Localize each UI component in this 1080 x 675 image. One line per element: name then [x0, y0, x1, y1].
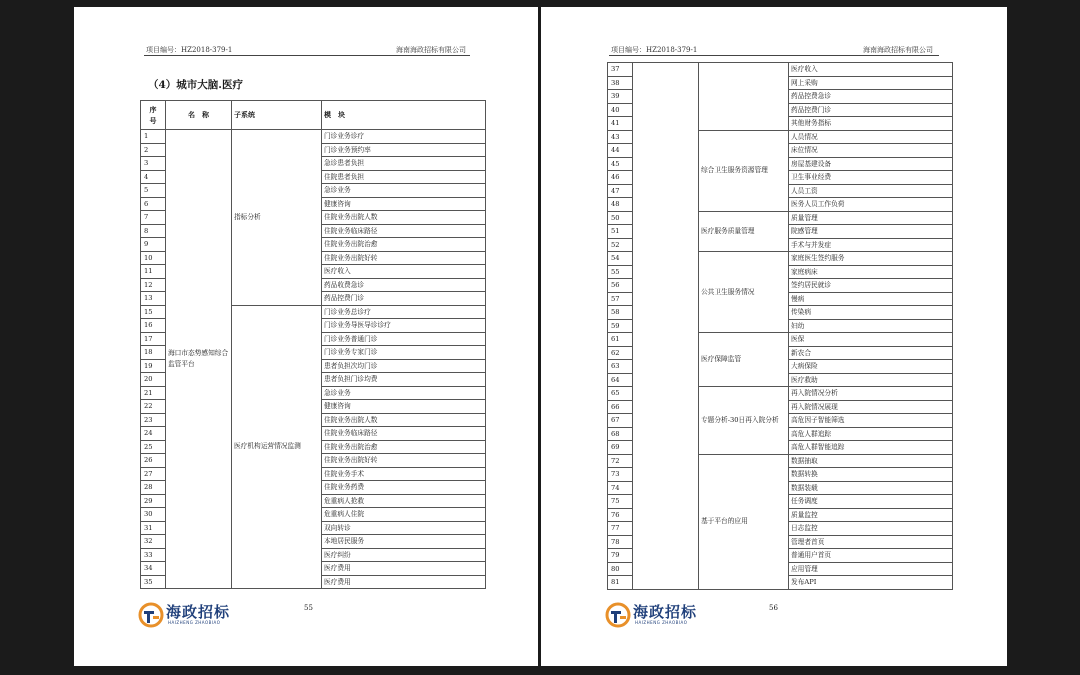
row-number: 68 — [608, 427, 633, 441]
module-name: 数据装载 — [789, 481, 953, 495]
row-number: 9 — [141, 238, 166, 252]
row-number: 78 — [608, 535, 633, 549]
module-name: 门诊业务预约率 — [322, 143, 486, 157]
header-company: 海南海政招标有限公司 — [863, 46, 933, 54]
row-number: 3 — [141, 157, 166, 171]
module-name: 高危人群智能追踪 — [789, 441, 953, 455]
module-name: 门诊业务总诊疗 — [322, 305, 486, 319]
row-number: 38 — [608, 76, 633, 90]
module-name: 住院业务出院治愈 — [322, 440, 486, 454]
module-name: 门诊业务专家门诊 — [322, 346, 486, 360]
subsystem-name: 医疗服务质量管理 — [699, 211, 789, 252]
module-name: 房屋基建设备 — [789, 157, 953, 171]
module-name: 住院业务出院好转 — [322, 251, 486, 265]
header-company: 海南海政招标有限公司 — [396, 46, 466, 54]
row-number: 77 — [608, 522, 633, 536]
module-name: 医保 — [789, 333, 953, 347]
row-number: 41 — [608, 117, 633, 131]
module-name: 药品控费门诊 — [789, 103, 953, 117]
row-number: 79 — [608, 549, 633, 563]
row-number: 73 — [608, 468, 633, 482]
row-number: 58 — [608, 306, 633, 320]
module-name: 院感管理 — [789, 225, 953, 239]
logo-mark-icon — [605, 602, 631, 628]
row-number: 51 — [608, 225, 633, 239]
row-number: 52 — [608, 238, 633, 252]
module-name: 家庭病床 — [789, 265, 953, 279]
row-number: 25 — [141, 440, 166, 454]
row-number: 19 — [141, 359, 166, 373]
row-number: 24 — [141, 427, 166, 441]
row-number: 33 — [141, 548, 166, 562]
module-name: 药品控费急诊 — [789, 90, 953, 104]
header-seq: 序 号 — [141, 101, 166, 130]
row-number: 39 — [608, 90, 633, 104]
company-logo — [605, 600, 725, 632]
row-number: 59 — [608, 319, 633, 333]
document-page-right — [541, 7, 1007, 666]
module-name: 日志监控 — [789, 522, 953, 536]
row-number: 81 — [608, 576, 633, 590]
subsystem-name: 专题分析-30日再入院分析 — [699, 387, 789, 455]
subsystem-name: 综合卫生服务资源管理 — [699, 130, 789, 211]
row-number: 64 — [608, 373, 633, 387]
section-title: （4）城市大脑.医疗 — [148, 79, 243, 91]
row-number: 21 — [141, 386, 166, 400]
subsystem-name: 医疗保障监管 — [699, 333, 789, 387]
module-name: 卫生事业经费 — [789, 171, 953, 185]
row-number: 30 — [141, 508, 166, 522]
module-name: 住院业务临床路径 — [322, 427, 486, 441]
module-name: 质量管理 — [789, 211, 953, 225]
row-number: 54 — [608, 252, 633, 266]
module-name: 人员工资 — [789, 184, 953, 198]
row-number: 62 — [608, 346, 633, 360]
module-name: 药品控费门诊 — [322, 292, 486, 306]
table-header-row — [141, 101, 486, 130]
module-name: 管理者首页 — [789, 535, 953, 549]
row-number: 37 — [608, 63, 633, 77]
row-number: 31 — [141, 521, 166, 535]
module-name: 危重病人抢救 — [322, 494, 486, 508]
module-name: 急诊业务 — [322, 386, 486, 400]
row-number: 72 — [608, 454, 633, 468]
module-table-continued — [607, 62, 953, 590]
module-name: 数据抽取 — [789, 454, 953, 468]
module-name: 医疗救助 — [789, 373, 953, 387]
module-name: 高危人群追踪 — [789, 427, 953, 441]
subsystem-name: 公共卫生服务情况 — [699, 252, 789, 333]
module-name: 双向转诊 — [322, 521, 486, 535]
table-row — [608, 63, 953, 77]
module-name: 门诊业务导医导诊诊疗 — [322, 319, 486, 333]
module-name: 医疗收入 — [789, 63, 953, 77]
module-name: 急诊患者负担 — [322, 157, 486, 171]
module-name: 本地居民服务 — [322, 535, 486, 549]
module-name: 药品收费急诊 — [322, 278, 486, 292]
row-number: 44 — [608, 144, 633, 158]
module-name: 再入院情况展现 — [789, 400, 953, 414]
row-number: 28 — [141, 481, 166, 495]
row-number: 74 — [608, 481, 633, 495]
row-number: 1 — [141, 130, 166, 144]
subsystem-name: 医疗机构运营情况监测 — [232, 305, 322, 589]
row-number: 55 — [608, 265, 633, 279]
row-number: 23 — [141, 413, 166, 427]
subsystem-name: 基于平台的应用 — [699, 454, 789, 589]
row-number: 43 — [608, 130, 633, 144]
logo-subtext: HAIZHENG ZHAOBIAO — [635, 620, 688, 625]
row-number: 66 — [608, 400, 633, 414]
module-name: 危重病人住院 — [322, 508, 486, 522]
module-name: 门诊业务普通门诊 — [322, 332, 486, 346]
module-name: 医务人员工作负荷 — [789, 198, 953, 212]
logo-text: 海政招标 — [633, 603, 698, 621]
module-name: 门诊业务诊疗 — [322, 130, 486, 144]
module-name: 再入院情况分析 — [789, 387, 953, 401]
subsystem-name — [699, 63, 789, 131]
row-number: 15 — [141, 305, 166, 319]
module-name: 医疗费用 — [322, 562, 486, 576]
row-number: 4 — [141, 170, 166, 184]
row-number: 2 — [141, 143, 166, 157]
row-number: 61 — [608, 333, 633, 347]
module-name: 患者负担门诊均费 — [322, 373, 486, 387]
module-name: 其他财务指标 — [789, 117, 953, 131]
module-name: 住院业务临床路径 — [322, 224, 486, 238]
module-name: 发布API — [789, 576, 953, 590]
module-table — [140, 100, 486, 589]
module-name: 数据转换 — [789, 468, 953, 482]
row-number: 16 — [141, 319, 166, 333]
module-name: 新农合 — [789, 346, 953, 360]
module-name: 签约居民就诊 — [789, 279, 953, 293]
row-number: 80 — [608, 562, 633, 576]
row-number: 63 — [608, 360, 633, 374]
row-number: 47 — [608, 184, 633, 198]
row-number: 22 — [141, 400, 166, 414]
header-project-number: 项目编号：HZ2018-379-1 — [146, 46, 233, 54]
module-name: 家庭医生签约服务 — [789, 252, 953, 266]
module-name: 床位情况 — [789, 144, 953, 158]
row-number: 75 — [608, 495, 633, 509]
row-number: 56 — [608, 279, 633, 293]
header-project-number: 项目编号：HZ2018-379-1 — [611, 46, 698, 54]
row-number: 12 — [141, 278, 166, 292]
row-number: 69 — [608, 441, 633, 455]
module-name: 住院业务出院治愈 — [322, 238, 486, 252]
header-divider — [144, 55, 470, 56]
module-name: 慢病 — [789, 292, 953, 306]
module-name: 患者负担次均门诊 — [322, 359, 486, 373]
row-number: 17 — [141, 332, 166, 346]
module-name: 任务调度 — [789, 495, 953, 509]
row-number: 11 — [141, 265, 166, 279]
logo-subtext: HAIZHENG ZHAOBIAO — [168, 620, 221, 625]
header-name: 名 称 — [166, 101, 232, 130]
module-name: 健康咨询 — [322, 400, 486, 414]
module-name: 住院业务出院人数 — [322, 413, 486, 427]
module-name: 人员情况 — [789, 130, 953, 144]
page-number: 56 — [769, 604, 778, 612]
header-module: 模 块 — [322, 101, 486, 130]
row-number: 27 — [141, 467, 166, 481]
module-name: 住院业务出院人数 — [322, 211, 486, 225]
module-name: 妇幼 — [789, 319, 953, 333]
platform-name: 海口市态势感知综合监管平台 — [166, 130, 232, 589]
row-number: 20 — [141, 373, 166, 387]
row-number: 6 — [141, 197, 166, 211]
row-number: 34 — [141, 562, 166, 576]
module-name: 住院患者负担 — [322, 170, 486, 184]
document-page-left — [74, 7, 538, 666]
logo-text: 海政招标 — [166, 603, 231, 621]
row-number: 32 — [141, 535, 166, 549]
row-number: 5 — [141, 184, 166, 198]
row-number: 57 — [608, 292, 633, 306]
row-number: 50 — [608, 211, 633, 225]
module-name: 医疗纠纷 — [322, 548, 486, 562]
module-name: 医疗收入 — [322, 265, 486, 279]
subsystem-name: 指标分析 — [232, 130, 322, 306]
row-number: 8 — [141, 224, 166, 238]
module-name: 网上采购 — [789, 76, 953, 90]
header-subsystem: 子系统 — [232, 101, 322, 130]
row-number: 67 — [608, 414, 633, 428]
row-number: 76 — [608, 508, 633, 522]
row-number: 46 — [608, 171, 633, 185]
module-name: 医疗费用 — [322, 575, 486, 589]
row-number: 29 — [141, 494, 166, 508]
row-number: 40 — [608, 103, 633, 117]
module-name: 高危因子智能筛选 — [789, 414, 953, 428]
company-logo — [138, 600, 258, 632]
module-name: 住院业务药费 — [322, 481, 486, 495]
page-number: 55 — [304, 604, 313, 612]
module-name: 手术与并发症 — [789, 238, 953, 252]
logo-mark-icon — [138, 602, 164, 628]
module-name: 质量监控 — [789, 508, 953, 522]
row-number: 45 — [608, 157, 633, 171]
row-number: 35 — [141, 575, 166, 589]
row-number: 48 — [608, 198, 633, 212]
row-number: 65 — [608, 387, 633, 401]
row-number: 26 — [141, 454, 166, 468]
module-name: 传染病 — [789, 306, 953, 320]
module-name: 住院业务手术 — [322, 467, 486, 481]
module-name: 急诊业务 — [322, 184, 486, 198]
header-divider — [609, 55, 939, 56]
platform-name-continued — [633, 63, 699, 590]
module-name: 大病保险 — [789, 360, 953, 374]
row-number: 7 — [141, 211, 166, 225]
module-name: 应用管理 — [789, 562, 953, 576]
module-name: 普通用户首页 — [789, 549, 953, 563]
module-name: 健康咨询 — [322, 197, 486, 211]
module-name: 住院业务出院好转 — [322, 454, 486, 468]
row-number: 13 — [141, 292, 166, 306]
row-number: 10 — [141, 251, 166, 265]
row-number: 18 — [141, 346, 166, 360]
table-row — [141, 130, 486, 144]
